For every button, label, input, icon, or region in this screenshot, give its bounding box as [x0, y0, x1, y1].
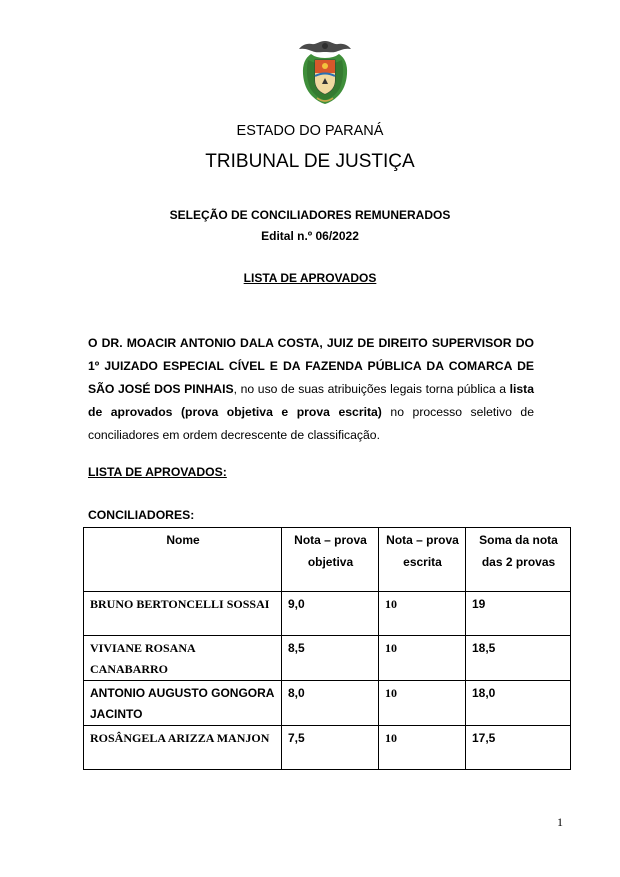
intro-text-1: , no uso de suas atribuições legais torna pública a [233, 382, 510, 396]
candidate-name: VIVIANE ROSANA CANABARRO [84, 636, 282, 681]
total-score: 19 [466, 592, 571, 636]
court-name: TRIBUNAL DE JUSTIÇA [205, 151, 415, 172]
results-table [83, 527, 571, 770]
table-row [84, 636, 571, 681]
table-row [84, 726, 571, 770]
written-score: 10 [379, 592, 466, 636]
intro-lead: O DR. MOACIR ANTONIO DALA COSTA, JUIZ DE DIREITO SUPERVISOR DO 1º JUIZADO ESPECIAL CÍVEL E DA FAZENDA PÚBLICA DA COMARCA DE SÃO JOSÉ DOS PINHAIS [88, 336, 534, 396]
written-score: 10 [379, 726, 466, 770]
objective-score: 9,0 [282, 592, 379, 636]
intro-paragraph [88, 332, 534, 447]
section-title: LISTA DE APROVADOS: [88, 465, 227, 479]
table-row [84, 681, 571, 726]
table-row [84, 592, 571, 636]
edital-number: Edital n.º 06/2022 [261, 229, 359, 243]
intro-list-emphasis: lista de aprovados (prova objetiva e prova escrita) [88, 382, 535, 419]
intro-text-2: no processo seletivo de conciliadores em ordem decrescente de classificação. [88, 405, 534, 442]
subsection-title: CONCILIADORES: [88, 508, 195, 522]
header-total-score: Soma da nota das 2 provas [466, 528, 571, 592]
candidate-name: BRUNO BERTONCELLI SOSSAI [84, 592, 282, 636]
objective-score: 7,5 [282, 726, 379, 770]
page-number: 1 [557, 815, 563, 829]
state-name: ESTADO DO PARANÁ [236, 123, 384, 139]
selection-title: SELEÇÃO DE CONCILIADORES REMUNERADOS [169, 208, 451, 222]
total-score: 17,5 [466, 726, 571, 770]
list-title: LISTA DE APROVADOS [243, 271, 377, 285]
candidate-name: ANTONIO AUGUSTO GONGORA JACINTO [84, 681, 282, 726]
candidate-name: ROSÂNGELA ARIZZA MANJON [84, 726, 282, 770]
parana-coat-of-arms-icon [296, 38, 354, 106]
written-score: 10 [379, 636, 466, 681]
written-score: 10 [379, 681, 466, 726]
header-name: Nome [84, 528, 282, 592]
table-header-row [84, 528, 571, 592]
total-score: 18,0 [466, 681, 571, 726]
total-score: 18,5 [466, 636, 571, 681]
objective-score: 8,0 [282, 681, 379, 726]
objective-score: 8,5 [282, 636, 379, 681]
header-objective-score: Nota – prova objetiva [282, 528, 379, 592]
header-written-score: Nota – prova escrita [379, 528, 466, 592]
